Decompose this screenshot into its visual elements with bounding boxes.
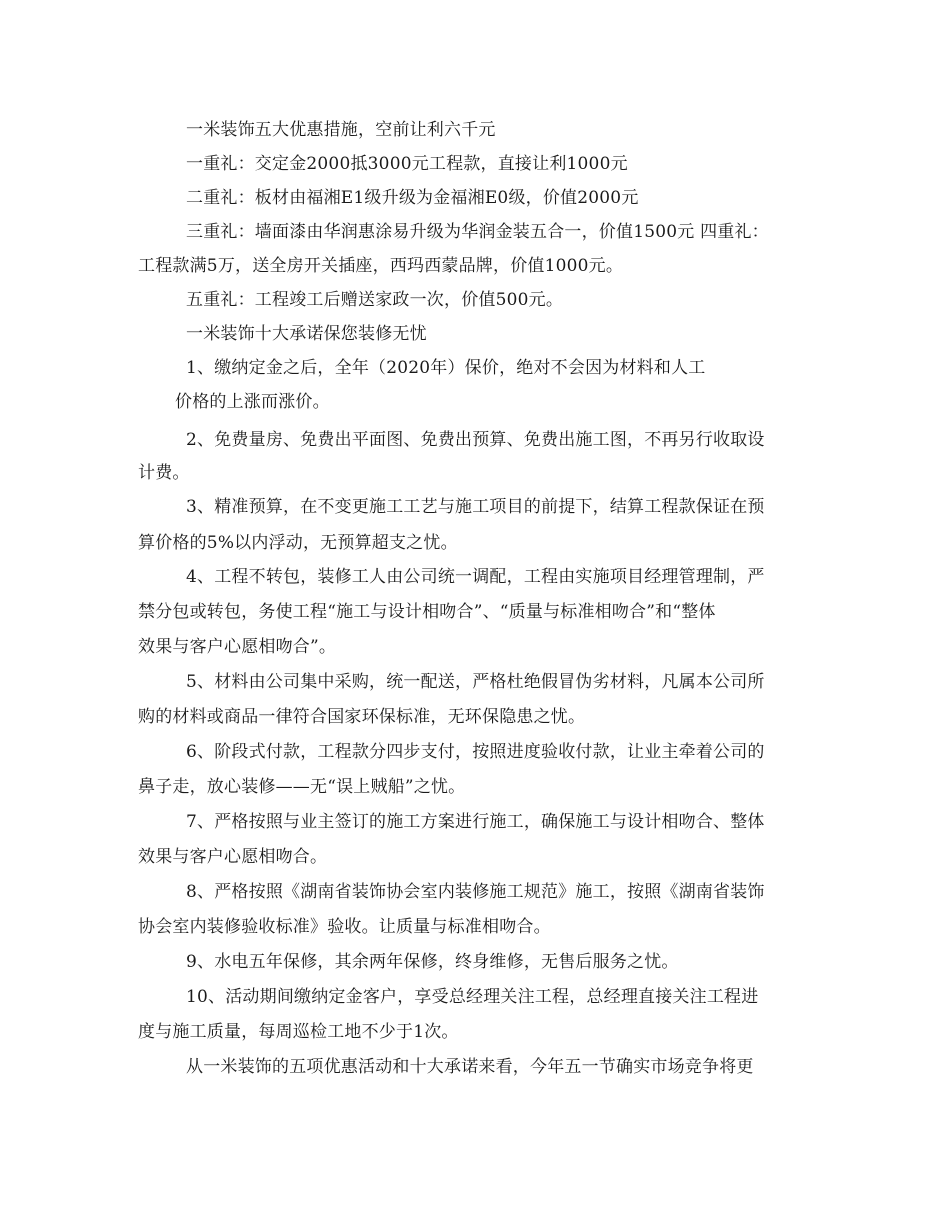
promo-item-3-line-2: 工程款满5万，送全房开关插座，西玛西蒙品牌，价值1000元。 xyxy=(138,256,624,276)
promo-item-2: 二重礼：板材由福湘E1级升级为金福湘E0级，价值2000元 xyxy=(186,188,639,208)
conclusion-line-1: 从一米装饰的五项优惠活动和十大承诺来看，今年五一节确实市场竞争将更 xyxy=(186,1057,754,1077)
promise-10-line-1: 10、活动期间缴纳定金客户，享受总经理关注工程，总经理直接关注工程进 xyxy=(186,987,759,1007)
promo-item-3-line-1: 三重礼：墙面漆由华润惠涂易升级为华润金装五合一，价值1500元 四重礼： xyxy=(186,222,769,242)
promise-10-line-2: 度与施工质量，每周巡检工地不少于1次。 xyxy=(138,1022,459,1042)
promo-heading: 一米装饰五大优惠措施，空前让利六千元 xyxy=(186,120,496,140)
promise-7-line-1: 7、严格按照与业主签订的施工方案进行施工，确保施工与设计相吻合、整体 xyxy=(186,812,765,832)
promise-6-line-1: 6、阶段式付款，工程款分四步支付，按照进度验收付款，让业主牵着公司的 xyxy=(186,742,765,762)
promise-1-line-1: 1、缴纳定金之后，全年（2020年）保价，绝对不会因为材料和人工 xyxy=(186,358,706,378)
promise-1-line-2: 价格的上涨而涨价。 xyxy=(175,392,330,412)
promise-5-line-1: 5、材料由公司集中采购，统一配送，严格杜绝假冒伪劣材料，凡属本公司所 xyxy=(186,672,765,692)
promise-3-line-1: 3、精准预算，在不变更施工工艺与施工项目的前提下，结算工程款保证在预 xyxy=(186,497,765,517)
promise-4-line-1: 4、工程不转包，装修工人由公司统一调配，工程由实施项目经理管理制，严 xyxy=(186,567,765,587)
promise-4-line-2: 禁分包或转包，务使工程“施工与设计相吻合”、“质量与标准相吻合”和“整体 xyxy=(138,602,716,622)
promise-6-line-2: 鼻子走，放心装修——无“误上贼船”之忧。 xyxy=(138,777,466,797)
promise-5-line-2: 购的材料或商品一律符合国家环保标准，无环保隐患之忧。 xyxy=(138,707,586,727)
promise-2-line-2: 计费。 xyxy=(138,463,190,483)
promo-item-1: 一重礼：交定金2000抵3000元工程款，直接让利1000元 xyxy=(186,154,628,174)
promo-item-5: 五重礼：工程竣工后赠送家政一次，价值500元。 xyxy=(186,290,564,310)
promise-2-line-1: 2、免费量房、免费出平面图、免费出预算、免费出施工图，不再另行收取设 xyxy=(186,430,765,450)
promise-7-line-2: 效果与客户心愿相吻合。 xyxy=(138,847,328,867)
promise-9: 9、水电五年保修，其余两年保修，终身维修，无售后服务之忧。 xyxy=(186,952,679,972)
promise-3-line-2: 算价格的5%以内浮动，无预算超支之忧。 xyxy=(138,533,458,553)
promise-heading: 一米装饰十大承诺保您装修无忧 xyxy=(186,324,427,344)
promise-4-line-3: 效果与客户心愿相吻合”。 xyxy=(138,637,337,657)
promise-8-line-2: 协会室内装修验收标准》验收。让质量与标准相吻合。 xyxy=(138,917,551,937)
promise-8-line-1: 8、严格按照《湖南省装饰协会室内装修施工规范》施工，按照《湖南省装饰 xyxy=(186,882,765,902)
